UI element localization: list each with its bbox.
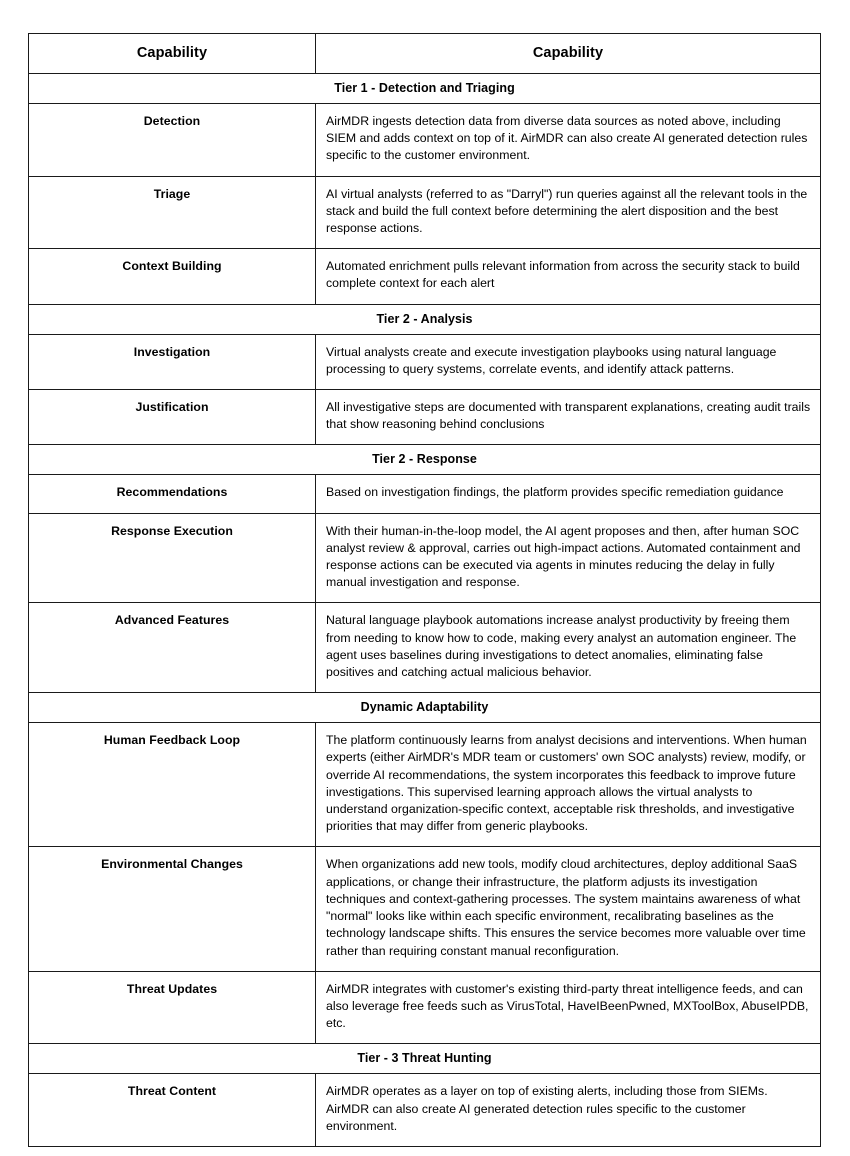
section-header-title: Tier - 3 Threat Hunting [29, 1044, 821, 1074]
column-header-capability-right: Capability [316, 34, 821, 74]
table-row [29, 334, 821, 389]
column-header-capability-left: Capability [29, 34, 316, 74]
section-header-row [29, 445, 821, 475]
table-header-row [29, 34, 821, 74]
section-header-row [29, 1044, 821, 1074]
section-header-title: Tier 2 - Analysis [29, 304, 821, 334]
capability-label: Investigation [29, 334, 316, 389]
table-row [29, 390, 821, 445]
section-header-title: Tier 1 - Detection and Triaging [29, 74, 821, 104]
section-header-title: Dynamic Adaptability [29, 693, 821, 723]
capability-description: AirMDR ingests detection data from diverse data sources as noted above, including SIEM and adds context on top of it. AirMDR can also create AI generated detection rules specific to the customer environment. [316, 104, 821, 177]
table-row [29, 513, 821, 603]
capability-label: Advanced Features [29, 603, 316, 693]
capability-label: Context Building [29, 249, 316, 304]
table-row [29, 1074, 821, 1147]
capability-label: Threat Updates [29, 971, 316, 1044]
section-header-title: Tier 2 - Response [29, 445, 821, 475]
table-row [29, 249, 821, 304]
capability-description: The platform continuously learns from analyst decisions and interventions. When human experts (either AirMDR's MDR team or customers' own SOC analysts) review, modify, or override AI recommendations, the system incorporates this feedback to improve future investigations. This supervised learning approach allows the virtual analysts to understand organization-specific context, acceptable risk thresholds, and investigative priorities that may differ from generic playbooks. [316, 723, 821, 847]
table-row [29, 603, 821, 693]
table-row [29, 104, 821, 177]
capability-label: Response Execution [29, 513, 316, 603]
capability-table [28, 33, 821, 1147]
capability-label: Human Feedback Loop [29, 723, 316, 847]
table-row [29, 723, 821, 847]
capability-description: All investigative steps are documented with transparent explanations, creating audit trails that show reasoning behind conclusions [316, 390, 821, 445]
capability-label: Justification [29, 390, 316, 445]
capability-description: AI virtual analysts (referred to as "Darryl") run queries against all the relevant tools in the stack and build the full context before determining the alert disposition and the best response actions. [316, 176, 821, 249]
section-header-row [29, 693, 821, 723]
capability-description: Virtual analysts create and execute investigation playbooks using natural language processing to query systems, correlate events, and identify attack patterns. [316, 334, 821, 389]
capability-description: Automated enrichment pulls relevant information from across the security stack to build complete context for each alert [316, 249, 821, 304]
table-row [29, 847, 821, 971]
section-header-row [29, 74, 821, 104]
capability-label: Detection [29, 104, 316, 177]
capability-description: AirMDR operates as a layer on top of existing alerts, including those from SIEMs. AirMDR can also create AI generated detection rules specific to the customer environment. [316, 1074, 821, 1147]
capability-description: Natural language playbook automations increase analyst productivity by freeing them from needing to know how to code, making every analyst an automation engineer. The agent uses baselines during investigations to detect anomalies, eliminating false positives and catching actual malicious behavior. [316, 603, 821, 693]
capability-label: Triage [29, 176, 316, 249]
table-row [29, 475, 821, 513]
section-header-row [29, 304, 821, 334]
table-header [29, 34, 821, 74]
capability-label: Recommendations [29, 475, 316, 513]
table-row [29, 971, 821, 1044]
capability-description: Based on investigation findings, the platform provides specific remediation guidance [316, 475, 821, 513]
capability-description: With their human-in-the-loop model, the AI agent proposes and then, after human SOC analyst review & approval, carries out high-impact actions. Automated containment and response actions can be executed via agents in minutes reducing the delay in fully manual investigation and response. [316, 513, 821, 603]
capability-description: When organizations add new tools, modify cloud architectures, deploy additional SaaS applications, or change their infrastructure, the platform adjusts its investigation techniques and context-gathering processes. The system maintains awareness of what "normal" looks like within each specific environment, recalibrating baselines as the technology landscape shifts. This ensures the service becomes more valuable over time rather than requiring constant manual reconfiguration. [316, 847, 821, 971]
capability-description: AirMDR integrates with customer's existing third-party threat intelligence feeds, and can also leverage free feeds such as VirusTotal, HaveIBeenPwned, MXToolBox, AbuseIPDB, etc. [316, 971, 821, 1044]
table-row [29, 176, 821, 249]
capability-label: Threat Content [29, 1074, 316, 1147]
capability-label: Environmental Changes [29, 847, 316, 971]
table-body [29, 74, 821, 1147]
